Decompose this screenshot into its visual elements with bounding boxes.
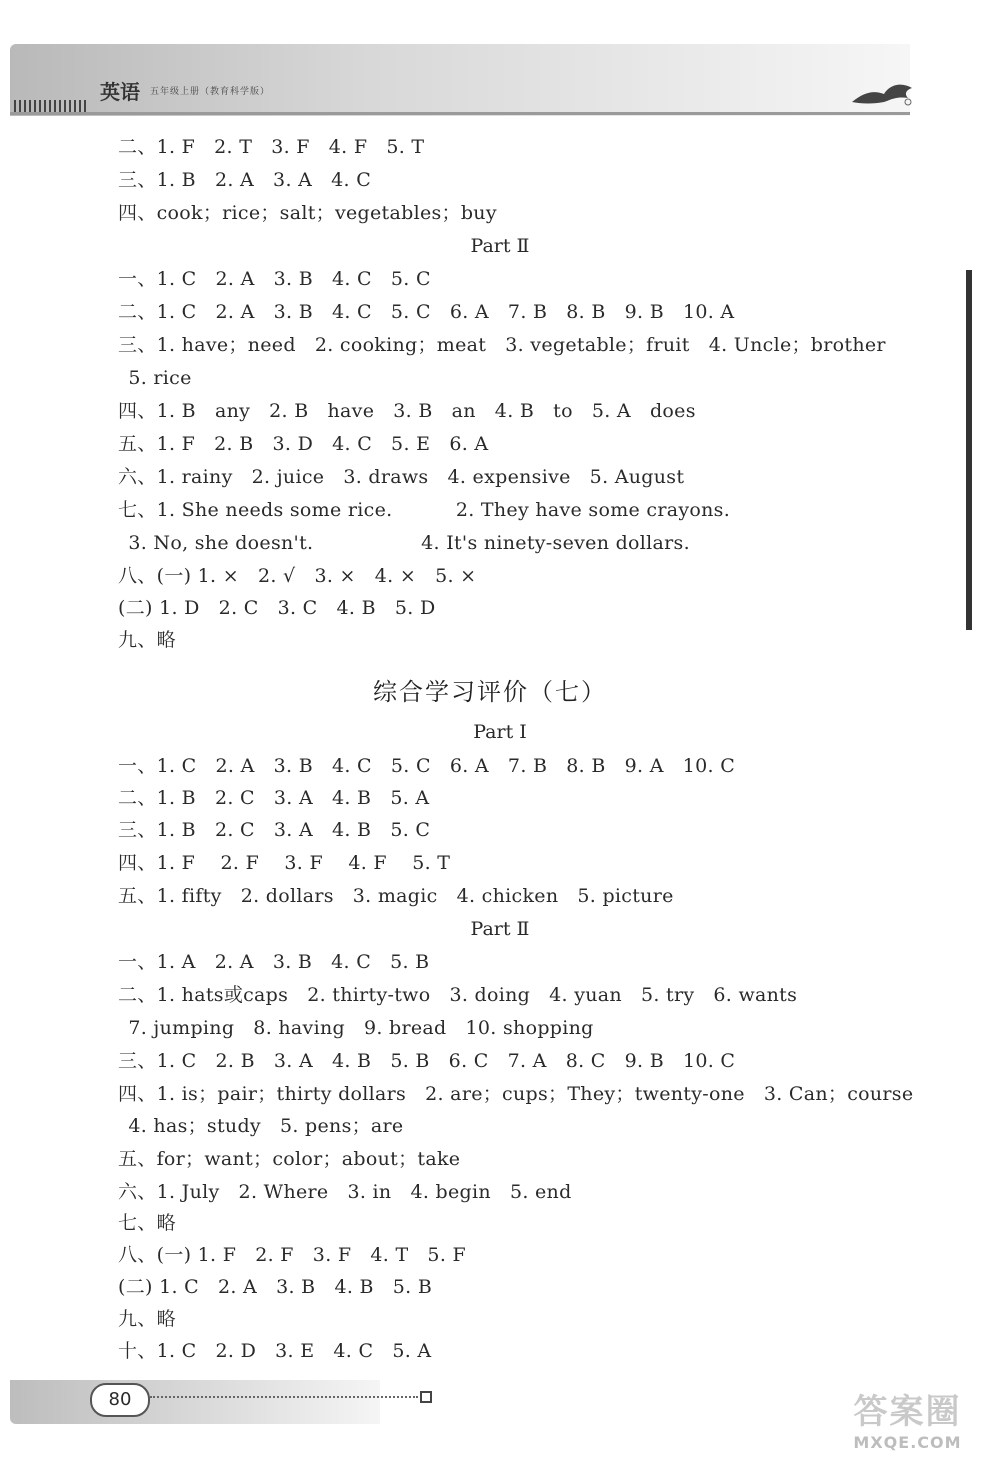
answer-line: 三、1. B 2. A 3. A 4. C xyxy=(118,169,372,191)
answer-line: 三、1. C 2. B 3. A 4. B 5. B 6. C 7. A 8. C 9. B 10. C xyxy=(118,1050,736,1072)
answer-line: 七、略 xyxy=(118,1212,176,1234)
answer-line: 四、cook；rice；salt；vegetables；buy xyxy=(118,202,497,224)
margin-bar xyxy=(966,270,972,630)
answer-line: 八、(一) 1. × 2. √ 3. × 4. × 5. × xyxy=(118,565,477,587)
answer-line: 四、1. B any 2. B have 3. B an 4. B to 5. A does xyxy=(118,400,696,422)
watermark-glyphs: 答案圈 xyxy=(853,1392,962,1432)
answer-line: 4. has；study 5. pens；are xyxy=(122,1115,404,1137)
answer-line: 八、(一) 1. F 2. F 3. F 4. T 5. F xyxy=(118,1244,466,1266)
answer-line: 五、1. fifty 2. dollars 3. magic 4. chicken 5. picture xyxy=(118,885,674,907)
answer-line: 三、1. have；need 2. cooking；meat 3. vegetable；fruit 4. Uncle；brother xyxy=(118,334,886,356)
part-heading: Part Ⅰ xyxy=(473,721,527,743)
answer-line: 一、1. C 2. A 3. B 4. C 5. C 6. A 7. B 8. B 9. A 10. C xyxy=(118,755,736,777)
answer-line: 九、略 xyxy=(118,629,176,651)
answer-line: 一、1. A 2. A 3. B 4. C 5. B xyxy=(118,951,430,973)
header-band xyxy=(10,44,910,116)
answer-line: 六、1. July 2. Where 3. in 4. begin 5. end xyxy=(118,1181,572,1203)
section-title: 综合学习评价（七） xyxy=(373,678,607,706)
answer-line: 5. rice xyxy=(122,367,192,389)
watermark-url: MXQE.COM xyxy=(853,1433,962,1452)
footer-square-icon xyxy=(420,1391,432,1403)
page-number: 80 xyxy=(90,1383,150,1417)
header-stripes xyxy=(14,100,88,112)
answer-line: 九、略 xyxy=(118,1308,176,1330)
answer-line: 二、1. C 2. A 3. B 4. C 5. C 6. A 7. B 8. B 9. B 10. A xyxy=(118,301,735,323)
answer-line: 四、1. F 2. F 3. F 4. F 5. T xyxy=(118,852,451,874)
watermark-logo xyxy=(820,1384,995,1454)
answer-line: 二、1. hats或caps 2. thirty-two 3. doing 4. yuan 5. try 6. wants xyxy=(118,984,798,1006)
answer-line: (二) 1. C 2. A 3. B 4. B 5. B xyxy=(118,1276,433,1298)
part-heading: Part Ⅱ xyxy=(470,918,530,940)
answer-line: 7. jumping 8. having 9. bread 10. shopping xyxy=(122,1017,594,1039)
header-rule xyxy=(10,112,910,115)
answer-line: 五、1. F 2. B 3. D 4. C 5. E 6. A xyxy=(118,433,489,455)
answer-line: 3. No, she doesn't. 4. It's ninety-seven dollars. xyxy=(122,532,690,554)
bird-decoration-icon xyxy=(850,80,920,110)
answer-line: (二) 1. D 2. C 3. C 4. B 5. D xyxy=(118,597,436,619)
book-info: 五年级上册（教育科学版） xyxy=(150,87,271,97)
answer-line: 二、1. F 2. T 3. F 4. F 5. T xyxy=(118,136,425,158)
answer-line: 七、1. She needs some rice. 2. They have some crayons. xyxy=(118,499,731,521)
footer-band xyxy=(10,1380,380,1424)
answer-line: 一、1. C 2. A 3. B 4. C 5. C xyxy=(118,268,431,290)
subject-title: 英语 xyxy=(100,80,140,104)
answer-line: 六、1. rainy 2. juice 3. draws 4. expensive 5. August xyxy=(118,466,685,488)
answer-line: 四、1. is；pair；thirty dollars 2. are；cups；They；twenty-one 3. Can；course xyxy=(118,1083,914,1105)
answer-line: 三、1. B 2. C 3. A 4. B 5. C xyxy=(118,819,431,841)
answer-line: 十、1. C 2. D 3. E 4. C 5. A xyxy=(118,1340,432,1362)
footer-dotted-rule xyxy=(150,1396,418,1398)
part-heading: Part Ⅱ xyxy=(470,235,530,257)
answer-line: 二、1. B 2. C 3. A 4. B 5. A xyxy=(118,787,430,809)
answer-line: 五、for；want；color；about；take xyxy=(118,1148,461,1170)
